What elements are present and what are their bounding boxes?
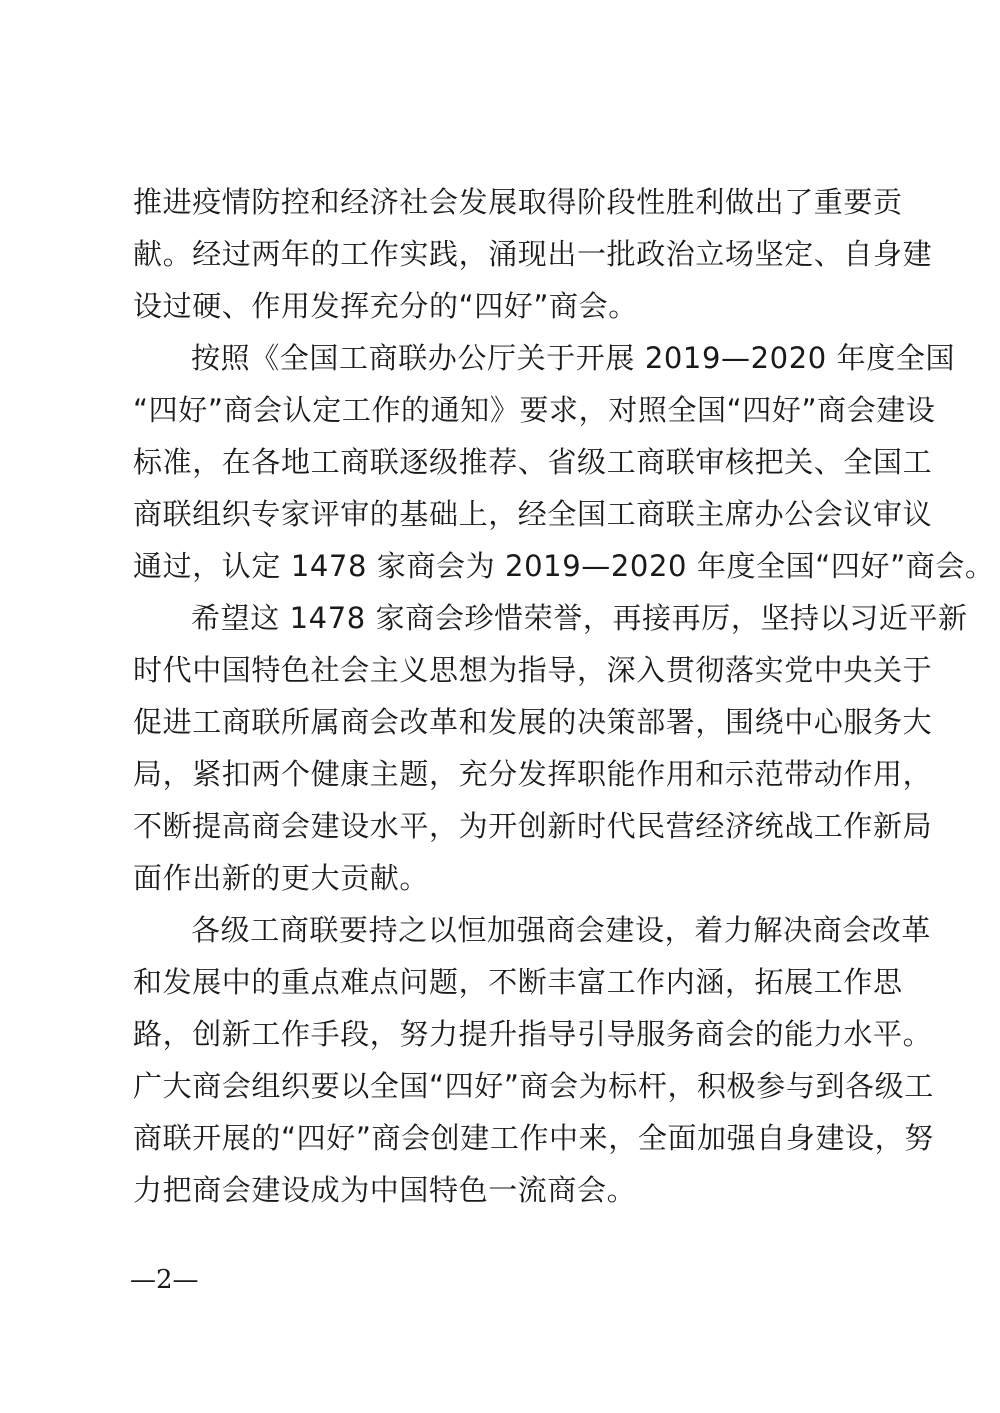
- text-line: 路，创新工作手段，努力提升指导引导服务商会的能力水平。: [133, 1017, 933, 1051]
- text-line: 和发展中的重点难点问题，不断丰富工作内涵，拓展工作思: [133, 965, 903, 999]
- text-line: 不断提高商会建设水平，为开创新时代民营经济统战工作新局: [133, 809, 933, 843]
- text-line: 局，紧扣两个健康主题，充分发挥职能作用和示范带动作用，: [133, 757, 933, 791]
- text-line: 献。经过两年的工作实践，涌现出一批政治立场坚定、自身建: [133, 237, 933, 271]
- body-text: [133, 176, 995, 1216]
- text-line: 促进工商联所属商会改革和发展的决策部署，围绕中心服务大: [133, 705, 933, 739]
- text-line: 标准，在各地工商联逐级推荐、省级工商联审核把关、全国工: [133, 445, 933, 479]
- text-line: 推进疫情防控和经济社会发展取得阶段性胜利做出了重要贡: [133, 185, 903, 219]
- text-line: 商联开展的“四好”商会创建工作中来，全面加强自身建设，努: [133, 1121, 934, 1155]
- text-line: 时代中国特色社会主义思想为指导，深入贯彻落实党中央关于: [133, 653, 933, 687]
- paragraph-expectations: [133, 592, 968, 904]
- paragraph-continuation: [133, 176, 933, 332]
- paragraph-requirements: [133, 904, 934, 1216]
- text-line: 商联组织专家评审的基础上，经全国工商联主席办公会议审议: [133, 497, 933, 531]
- text-line: 设过硬、作用发挥充分的“四好”商会。: [133, 289, 638, 323]
- text-line: 希望这 1478 家商会珍惜荣誉，再接再厉，坚持以习近平新: [191, 601, 968, 635]
- page-number: —2—: [130, 1265, 199, 1295]
- paragraph-notice-reference: [133, 332, 995, 592]
- text-line: “四好”商会认定工作的通知》要求，对照全国“四好”商会建设: [133, 393, 936, 427]
- text-line: 广大商会组织要以全国“四好”商会为标杆，积极参与到各级工: [133, 1069, 934, 1103]
- text-line: 通过，认定 1478 家商会为 2019—2020 年度全国“四好”商会。: [133, 549, 995, 583]
- text-line: 按照《全国工商联办公厅关于开展 2019—2020 年度全国: [191, 341, 956, 375]
- text-line: 力把商会建设成为中国特色一流商会。: [133, 1173, 637, 1207]
- text-line: 各级工商联要持之以恒加强商会建设，着力解决商会改革: [191, 913, 932, 947]
- text-line: 面作出新的更大贡献。: [133, 861, 430, 895]
